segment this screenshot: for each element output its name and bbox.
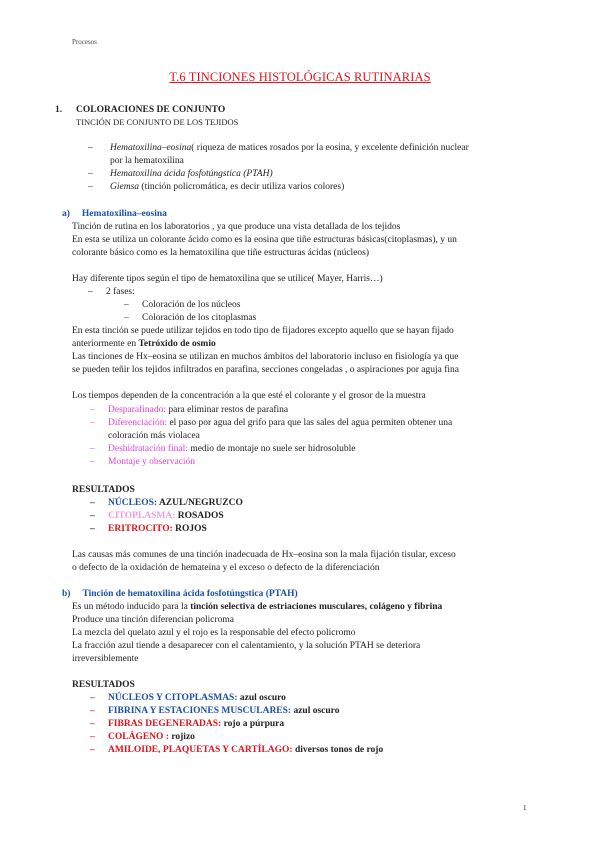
- section-a-conclusion: Las causas más comunes de una tinción inadecuada de Hx–eosina son la mala fijación tisular, exceso o defecto de la oxidación de hemateina y el exceso o defecto de la diferenciación: [72, 550, 456, 573]
- subsection-heading-b: b) Tinción de hematoxilina ácida fosfotúngstica (PTAH): [62, 589, 298, 599]
- list-item: – Montaje y observación: [90, 457, 196, 467]
- section-b-body: Es un método inducido para la tinción selectiva de estriaciones musculares, colágeno y fibrina Produce una tinción diferencian policroma La mezcla del quelato azul y el rojo es la responsable del efecto policromo La fracción azul tiende a desaparecer con el calentamiento, y la solución PTAH se deteriora irreversiblemente: [72, 602, 443, 664]
- section-a-body: En esta tinción se puede utilizar tejidos en todo tipo de fijadores excepto aquello que se hayan fijado anteriormente en Tetróxido de osmio Las tinciones de Hx–eosina se utilizan en muchos ámbitos del laboratorio incluso en fisiología ya que se pueden teñir los tejidos infiltrados en parafina, secciones congeladas , o aspiraciones por aguja fina Los tiempos dependen de la concentración a la que esté el colorante y el grosor de la muestra: [72, 326, 459, 401]
- list-item: – AMILOIDE, PLAQUETAS Y CARTÍLAGO: diversos tonos de rojo: [90, 745, 384, 755]
- staining-list: [88, 142, 528, 194]
- procedure-steps: [90, 404, 530, 469]
- list-item: – ERITROCITO: ROJOS: [90, 524, 207, 534]
- results-list-a: [90, 497, 243, 536]
- results-heading: RESULTADOS: [72, 680, 135, 690]
- results-list-b: [90, 692, 383, 757]
- list-item: – CITOPLASMA: ROSADOS: [90, 511, 224, 521]
- page-header: Procesos: [72, 38, 97, 46]
- list-item: – Desparafinado: para eliminar restos de parafina: [90, 405, 289, 415]
- list-item: – FIBRINA Y ESTACIONES MUSCULARES: azul oscuro: [90, 706, 340, 716]
- list-item: – Hematoxilina ácida fosfotúngstica (PTAH): [88, 169, 273, 179]
- section-number: 1.: [55, 105, 63, 115]
- list-item: – Deshidratación final: medio de montaje no suele ser hidrosoluble: [90, 444, 356, 454]
- page-title: T.6 TINCIONES HISTOLÓGICAS RUTINARIAS: [169, 70, 431, 84]
- list-item: – Hematoxilina–eosina( riqueza de matices rosados por la eosina, y excelente definición nuclear por la hematoxilina: [88, 143, 469, 166]
- section-a-intro: Tinción de rutina en los laboratorios , ya que produce una vista detallada de los tejidos En esta se utiliza un colorante ácido como es la eosina que tiñe estructuras básicas(citoplasmas), y un colorante básico como es la hematoxilina que tiñe estructuras ácidas (núcleos) Hay diferente tipos según el tipo de hematoxilina que se utilice( Mayer, Harris…): [72, 222, 457, 284]
- list-item: – NÚCLEOS: AZUL/NEGRUZCO: [90, 498, 243, 508]
- list-item: – Diferenciación: el paso por agua del grifo para que las sales del agua permiten obtener una coloración más violacea: [90, 418, 453, 441]
- list-item: – Giemsa (tinción policromática, es decir utiliza varios colores): [88, 182, 345, 192]
- section-subtitle: TINCIÓN DE CONJUNTO DE LOS TEJIDOS: [76, 117, 239, 127]
- results-heading: RESULTADOS: [72, 485, 135, 495]
- list-item: – NÚCLEOS Y CITOPLASMAS: azul oscuro: [90, 693, 286, 703]
- list-item: – COLÁGENO : rojizo: [90, 732, 195, 742]
- subsection-heading-a: a) Hematoxilina–eosina: [62, 209, 167, 219]
- page-number: 1: [523, 804, 527, 812]
- list-item: – FIBRAS DEGENERADAS: rojo a púrpura: [90, 719, 285, 729]
- section-title: COLORACIONES DE CONJUNTO: [76, 105, 226, 115]
- phases-list: – 2 fases: – Coloración de los núcleos – Coloración de los citoplasmas: [88, 287, 257, 323]
